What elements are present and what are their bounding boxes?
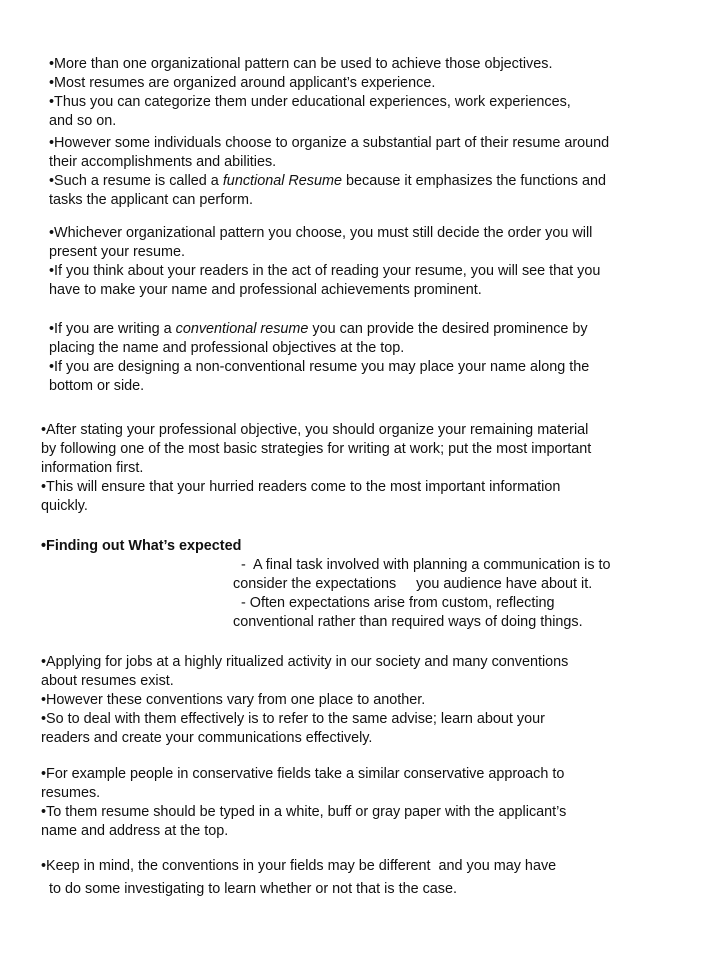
text-line: •So to deal with them effectively is to refer to the same advise; learn about your bbox=[41, 711, 545, 727]
section-heading-block bbox=[41, 537, 241, 556]
bullet-block-functional-resume bbox=[49, 134, 609, 210]
text-line: name and address at the top. bbox=[41, 823, 229, 839]
text-line: by following one of the most basic strategies for writing at work; put the most important bbox=[41, 441, 592, 457]
text-line: have to make your name and professional achievements prominent. bbox=[49, 282, 482, 298]
text-line: to do some investigating to learn whether or not that is the case. bbox=[49, 881, 457, 897]
text-line: readers and create your communications effectively. bbox=[41, 730, 373, 746]
section-heading: •Finding out What’s expected bbox=[41, 538, 242, 554]
text-line: resumes. bbox=[41, 785, 101, 801]
text-line: •For example people in conservative fields take a similar conservative approach to bbox=[41, 766, 565, 782]
bullet-block-conventions bbox=[41, 653, 568, 748]
text-line: bottom or side. bbox=[49, 378, 145, 394]
text-line: •After stating your professional objective, you should organize your remaining material bbox=[41, 422, 589, 438]
expectations-subpoints bbox=[233, 556, 611, 632]
text-line: present your resume. bbox=[49, 244, 185, 260]
text-run: •If you are writing a bbox=[49, 321, 176, 337]
text-line: - A final task involved with planning a communication is to bbox=[233, 557, 611, 573]
text-line: information first. bbox=[41, 460, 144, 476]
text-line: consider the expectations you audience have about it. bbox=[233, 576, 593, 592]
text-run: •Such a resume is called a bbox=[49, 173, 223, 189]
text-run: because it emphasizes the functions and bbox=[342, 173, 606, 189]
text-line: quickly. bbox=[41, 498, 88, 514]
text-line: •More than one organizational pattern can be used to achieve those objectives. bbox=[49, 56, 553, 72]
text-line: •Thus you can categorize them under educational experiences, work experiences, bbox=[49, 94, 571, 110]
text-line: •Most resumes are organized around applicant’s experience. bbox=[49, 75, 436, 91]
text-run: you can provide the desired prominence by bbox=[308, 321, 588, 337]
bullet-block-most-important-first bbox=[41, 421, 591, 516]
text-line: placing the name and professional objectives at the top. bbox=[49, 340, 405, 356]
text-line: •If you think about your readers in the act of reading your resume, you will see that you bbox=[49, 263, 601, 279]
text-line: •However some individuals choose to organize a substantial part of their resume around bbox=[49, 135, 610, 151]
text-line: their accomplishments and abilities. bbox=[49, 154, 277, 170]
text-line: tasks the applicant can perform. bbox=[49, 192, 253, 208]
bullet-block-keep-in-mind bbox=[41, 855, 556, 901]
text-line: •To them resume should be typed in a white, buff or gray paper with the applicant’s bbox=[41, 804, 567, 820]
text-line: •If you are designing a non-conventional resume you may place your name along the bbox=[49, 359, 590, 375]
bullet-block-conventional-resume bbox=[49, 320, 589, 396]
text-line: •However these conventions vary from one place to another. bbox=[41, 692, 426, 708]
emphasized-term: functional Resume bbox=[222, 173, 342, 189]
text-line bbox=[49, 320, 589, 339]
text-line: •Keep in mind, the conventions in your fields may be different and you may have bbox=[41, 858, 557, 874]
bullet-block-organizational-patterns bbox=[49, 55, 571, 131]
text-line: - Often expectations arise from custom, reflecting bbox=[233, 595, 555, 611]
emphasized-term: conventional resume bbox=[175, 321, 309, 337]
bullet-block-conservative-fields bbox=[41, 765, 566, 841]
text-line: •Applying for jobs at a highly ritualized activity in our society and many conventions bbox=[41, 654, 569, 670]
text-line: and so on. bbox=[49, 113, 117, 129]
text-line: •Whichever organizational pattern you choose, you must still decide the order you will bbox=[49, 225, 593, 241]
text-line bbox=[49, 172, 609, 191]
text-line: •This will ensure that your hurried readers come to the most important information bbox=[41, 479, 561, 495]
text-line: about resumes exist. bbox=[41, 673, 174, 689]
text-line: conventional rather than required ways of doing things. bbox=[233, 614, 583, 630]
bullet-block-order bbox=[49, 224, 600, 300]
